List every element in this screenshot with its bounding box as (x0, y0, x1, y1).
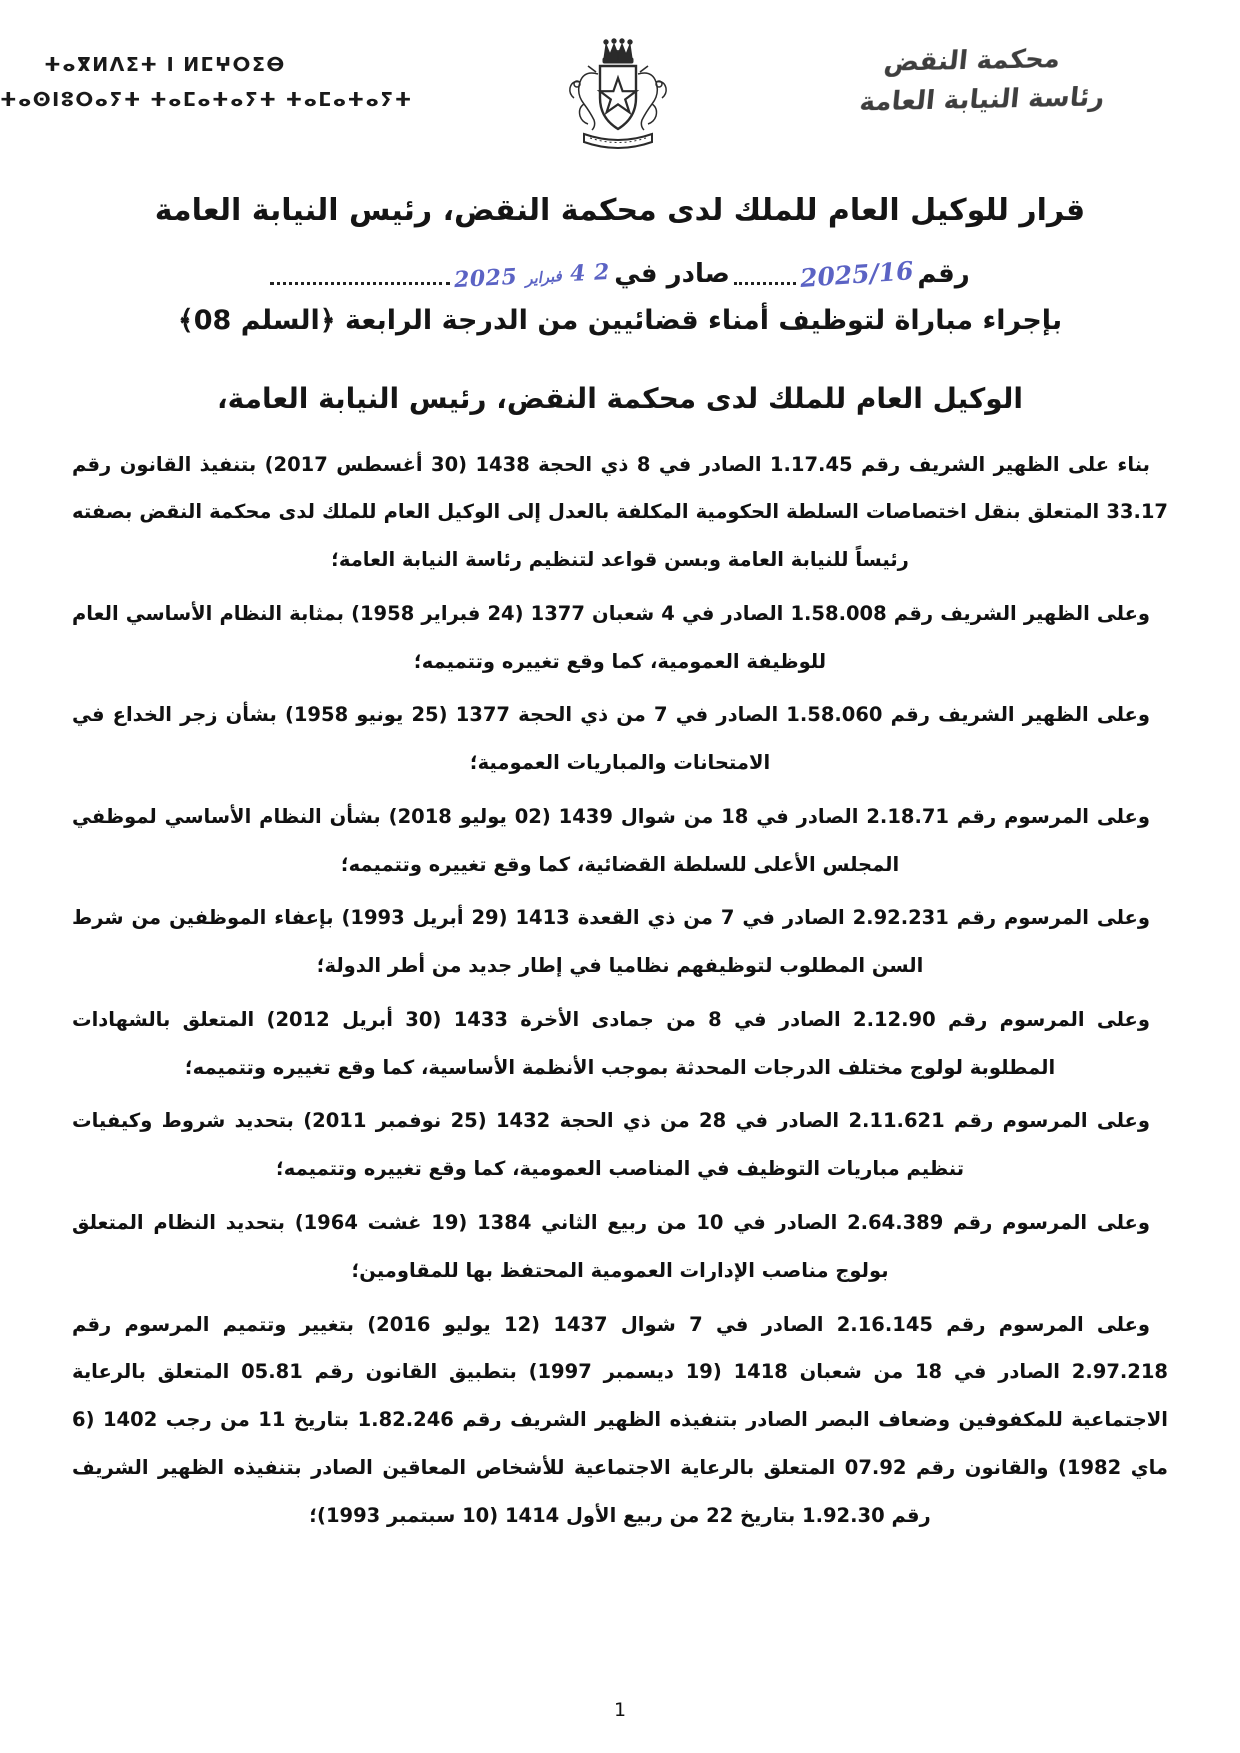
issued-date-month: فبراير (525, 266, 564, 288)
dotted-leader-2 (270, 275, 450, 285)
reference-label: رقم (917, 259, 970, 289)
paragraph: بناء على الظهير الشريف رقم 1.17.45 الصادر في 8 ذي الحجة 1438 (30 أغسطس 2017) بتنفيذ القانون رقم 33.17 المتعلق بنقل اختصاصات السلطة الحكومية المكلفة بالعدل إلى الوكيل العام للملك لدى محكمة النقض بصفته رئيساً للنيابة العامة وبسن قواعد لتنظيم رئاسة النيابة العامة؛ (72, 452, 1168, 572)
paragraph: وعلى المرسوم رقم 2.64.389 الصادر في 10 من ربيع الثاني 1384 (19 غشت 1964) بتحديد النظام المتعلق بولوج مناصب الإدارات العمومية المحتفظ بها للمقاومين؛ (72, 1210, 1150, 1282)
paragraph: وعلى المرسوم رقم 2.11.621 الصادر في 28 من ذي الحجة 1432 (25 نوفمبر 2011) بتحديد شروط وكيفيات تنظيم مباريات التوظيف في المناصب العمومية، كما وقع تغييره وتتميمه؛ (72, 1109, 1150, 1181)
tifinagh-line-1: ⵜⴰⴳⵍⴷⵉⵜ ⵏ ⵍⵎⵖⵔⵉⴱ (44, 54, 286, 76)
dotted-leader-1 (734, 275, 796, 285)
coat-of-arms-icon (550, 30, 690, 160)
paragraph: وعلى المرسوم رقم 2.92.231 الصادر في 7 من ذي القعدة 1413 (29 أبريل 1993) بإعفاء الموظفين من شرط السن المطلوب لتوظيفهم نظاميا في إطار جديد من أطر الدولة؛ (72, 906, 1150, 978)
calligraphy-line-1: محكمة النقض (882, 44, 1062, 78)
calligraphy-line-2: رئاسة النيابة العامة (858, 82, 1106, 118)
title-block (0, 188, 1240, 342)
court-calligraphy-heading (816, 39, 1125, 123)
document-subtitle: بإجراء مباراة لتوظيف أمناء قضائيين من الدرجة الرابعة ﴿السلم 08﴾ (177, 305, 1063, 336)
tifinagh-line-2: ⵜⴰⵙⵏⵓⵔⴰⵢⵜ ⵜⴰⵎⴰⵜⴰⵢⵜ ⵜⴰⵎⴰⵜⴰⵢⵜ (0, 89, 413, 112)
issued-date-day: 2 4 (569, 258, 611, 287)
document-title: قرار للوكيل العام للملك لدى محكمة النقض، رئيس النيابة العامة (154, 193, 1086, 228)
paragraph: وعلى الظهير الشريف رقم 1.58.008 الصادر في 4 شعبان 1377 (24 فبراير 1958) بمثابة النظام الأساسي العام للوظيفة العمومية، كما وقع تغييره وتتميمه؛ (72, 601, 1151, 673)
paragraph: وعلى المرسوم رقم 2.18.71 الصادر في 18 من شوال 1439 (02 يوليو 2018) بشأن النظام الأساسي لموظفي المجلس الأعلى للسلطة القضائية، كما وقع تغييره وتتميمه؛ (72, 804, 1151, 876)
issued-date-year: 2025 (453, 263, 519, 294)
tifinagh-heading (0, 48, 413, 118)
paragraph: وعلى المرسوم رقم 2.12.90 الصادر في 8 من جمادى الأخرة 1433 (30 أبريل 2012) المتعلق بالشهادات المطلوبة لولوج مختلف الدرجات المحدثة بموجب الأنظمة الأساسية، كما وقع تغييره وتتميمه؛ (72, 1007, 1150, 1079)
reference-line (110, 243, 1130, 294)
paragraph: وعلى الظهير الشريف رقم 1.58.060 الصادر في 7 من ذي الحجة 1377 (25 يونيو 1958) بشأن زجر الخداع في الامتحانات والمباريات العمومية؛ (72, 703, 1150, 775)
reference-number-handwritten: 2025/16 (798, 256, 915, 293)
document-header (0, 0, 1240, 170)
document-body (0, 441, 1240, 1540)
paragraph: وعلى المرسوم رقم 2.16.145 الصادر في 7 شوال 1437 (12 يوليو 2016) بتغيير وتتميم المرسوم رقم 2.97.218 الصادر في 18 من شعبان 1418 (19 ديسمبر 1997) بتطبيق القانون رقم 05.81 المتعلق بالرعاية الاجتماعية للمكفوفين وضعاف البصر الصادر بتنفيذه الظهير الشريف رقم 1.82.246 بتاريخ 11 من رجب 1402 (6 ماي 1982) والقانون رقم 07.92 المتعلق بالرعاية الاجتماعية للأشخاص المعاقين الصادر بتنفيذه الظهير الشريف رقم 1.92.30 بتاريخ 22 من ربيع الأول 1414 (10 سبتمبر 1993)؛ (72, 1312, 1169, 1527)
issued-label: صادر في (614, 259, 730, 289)
page-number: 1 (613, 1699, 627, 1721)
issued-date-handwritten (454, 259, 611, 293)
addressee-heading: الوكيل العام للملك لدى محكمة النقض، رئيس النيابة العامة، (217, 381, 1023, 415)
